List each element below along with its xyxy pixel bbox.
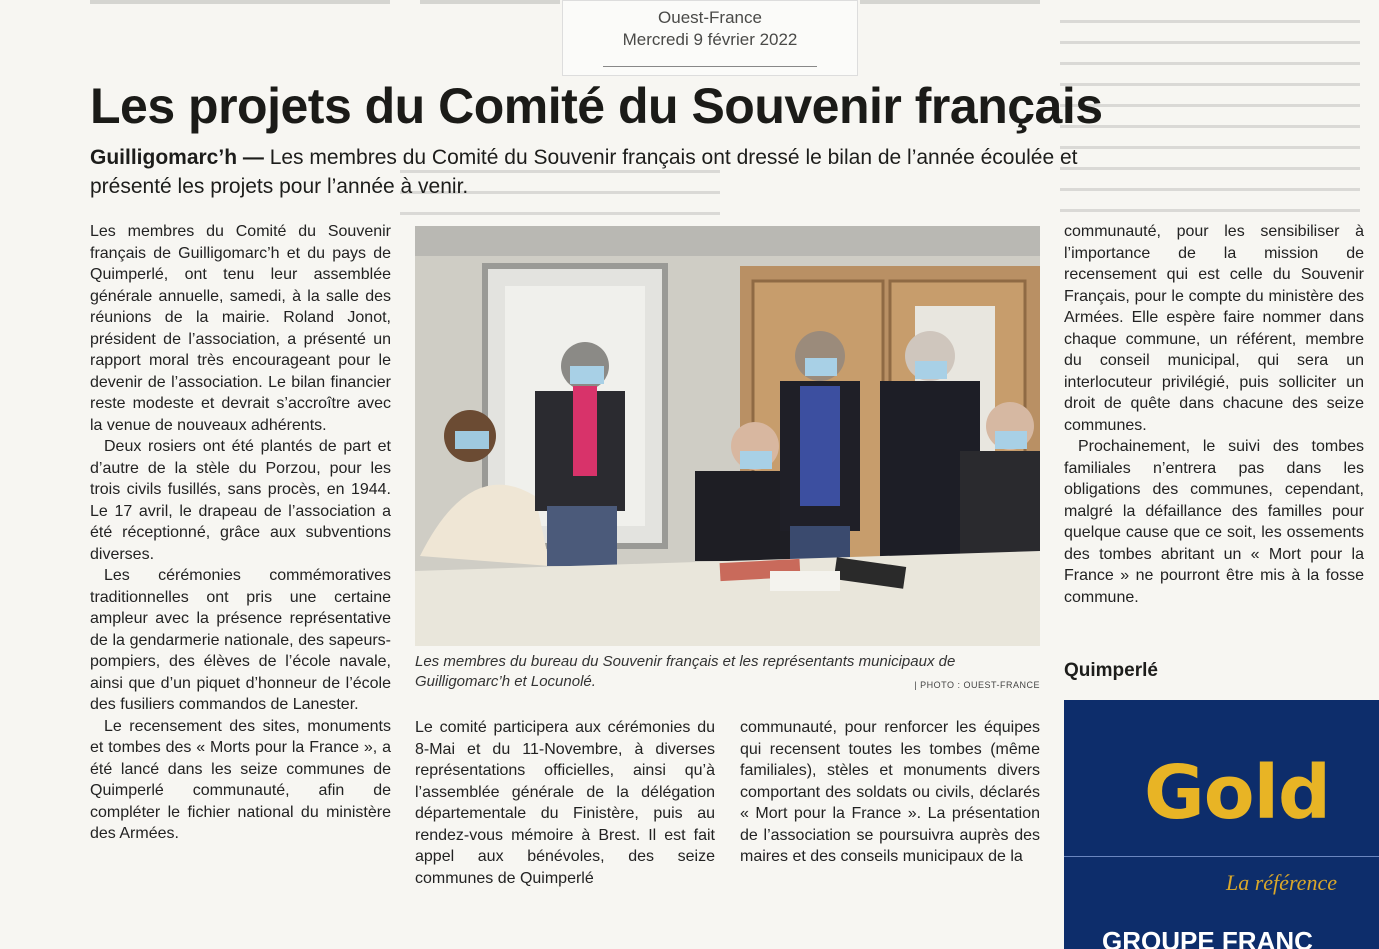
paragraph: Deux rosiers ont été plantés de part et d’autre de la stèle du Porzou, pour les trois civils fusillés, sans procès, en 1944. Le 17 avril, le drapeau de l’association a été réceptionné, grâce aux subventions diverses. <box>90 438 391 563</box>
lede-place: Guilligomarc’h — <box>90 146 264 169</box>
lede <box>90 143 1150 201</box>
bleed-top <box>90 0 390 4</box>
ad-tagline: La référence <box>1226 870 1337 895</box>
article-photo <box>415 226 1040 646</box>
photo-illustration <box>415 226 1040 646</box>
photo-credit: | PHOTO : OUEST-FRANCE <box>914 680 1040 690</box>
ad-divider <box>1064 856 1379 857</box>
paragraph: Le recensement des sites, monuments et tombes des « Morts pour la France », a été lancé dans les seize communes de Quimperlé communauté, afin de compléter le fichier national du ministère des Armées. <box>90 717 391 842</box>
column-2 <box>415 717 715 889</box>
masthead <box>562 0 858 76</box>
photo-caption: Les membres du bureau du Souvenir français et les représentants municipaux de Guilligomarc’h et Locunolé. <box>415 653 956 690</box>
paragraph: communauté, pour les sensibiliser à l’importance de la mission de recensement qui est celle du Souvenir Français, pour le compte du ministère des Armées. Elle espère faire nommer dans chaque commune, un référent, membre du conseil municipal, qui sera un interlocuteur privilégié, puis solliciter un droit de quête dans chacune des seize communes. <box>1064 223 1364 434</box>
bleed-top <box>420 0 560 4</box>
ad-group: GROUPE FRANC <box>1102 926 1313 949</box>
column-1 <box>90 221 391 845</box>
headline: Les projets du Comité du Souvenir français <box>90 78 1103 134</box>
advertisement <box>1064 700 1379 949</box>
paragraph: Le comité participera aux cérémonies du 8-Mai et du 11-Novembre, à diverses représentations officielles, ainsi qu’à l’assemblée générale de la délégation départementale du Finistère, puis au rendez-vous mémoire à Brest. Il est fait appel aux bénévoles, des seize communes de Quimperlé <box>415 719 715 887</box>
column-3 <box>740 717 1040 868</box>
masthead-paper: Ouest-France <box>658 8 762 27</box>
ad-brand: Gold <box>1144 750 1330 836</box>
masthead-rule <box>603 66 817 67</box>
paragraph: Prochainement, le suivi des tombes familiales n’entrera pas dans les obligations des communes, cependant, malgré la défaillance des familles pour quelque cause que ce soit, les ossements des tombes abritant un « Mort pour la France » ne pourront être mis à la fosse commune. <box>1064 438 1364 606</box>
paragraph: Les cérémonies commémoratives traditionnelles ont pris une certaine ampleur avec la présence représentative de la gendarmerie nationale, des sapeurs-pompiers, des élèves de l’école navale, ainsi que d’un piquet d’honneur de l’école des fusiliers commandos de Lanester. <box>90 567 391 713</box>
paragraph: communauté, pour renforcer les équipes qui recensent toutes les tombes (même familiales), stèles et monuments divers comportant des soldats ou civils, déclarés « Mort pour la France ». La présentation de l’association se poursuivra auprès des maires et des conseils municipaux de la <box>740 719 1040 865</box>
lede-text: Les membres du Comité du Souvenir français ont dressé le bilan de l’année écoulée et présenté les projets pour l’année à venir. <box>90 146 1078 198</box>
masthead-date: Mercredi 9 février 2022 <box>622 30 798 49</box>
section-heading: Quimperlé <box>1064 660 1158 681</box>
bleed-top <box>860 0 1040 4</box>
paragraph: Les membres du Comité du Souvenir français de Guilligomarc’h et du pays de Quimperlé, ont tenu leur assemblée générale annuelle, samedi, à la salle des réunions de la mairie. Roland Jonot, président de l’association, a présenté un rapport moral très encourageant pour le devenir de l’association. Le bilan financier reste modeste et devrait s’accroître avec la venue de nouveaux adhérents. <box>90 223 391 434</box>
column-4 <box>1064 221 1364 608</box>
